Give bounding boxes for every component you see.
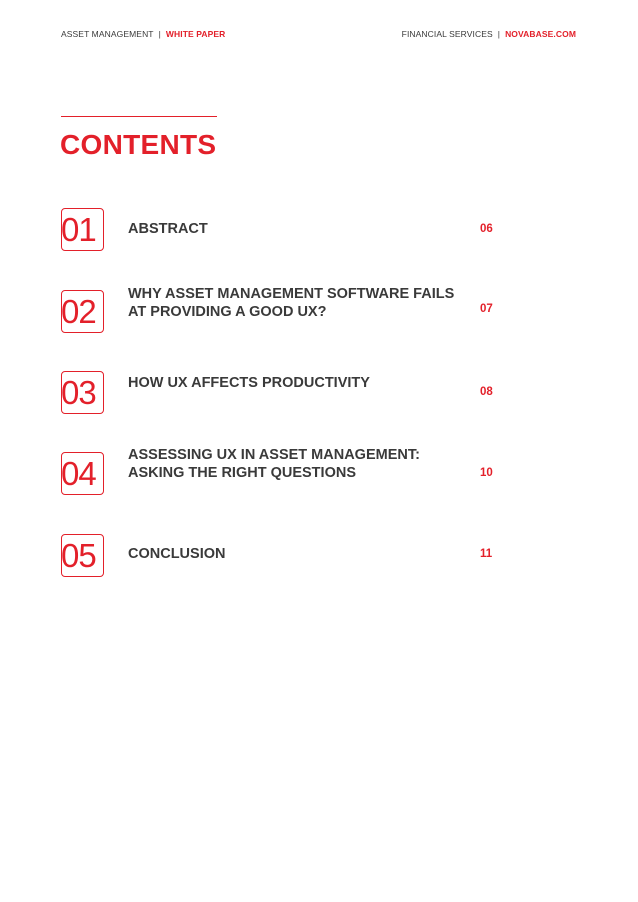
toc-entry-title-line: AT PROVIDING A GOOD UX?	[128, 303, 327, 320]
toc-entry-page[interactable]: 11	[480, 548, 493, 560]
section-number: 03	[61, 374, 96, 411]
toc-entry-page[interactable]: 07	[480, 303, 493, 315]
toc-entry-title[interactable]	[128, 221, 468, 239]
header-right	[402, 29, 576, 39]
toc-entry-page[interactable]: 08	[480, 386, 493, 398]
header-separator: |	[497, 29, 501, 39]
header-section-label: ASSET MANAGEMENT	[61, 29, 154, 39]
toc-entry-title-line: WHY ASSET MANAGEMENT SOFTWARE FAILS	[128, 286, 455, 302]
toc-entry-title-line: CONCLUSION	[128, 546, 226, 562]
section-number: 02	[61, 293, 96, 330]
toc-entry-title[interactable]	[128, 286, 468, 321]
header-industry-label: FINANCIAL SERVICES	[401, 29, 493, 39]
toc-entry-title[interactable]	[128, 375, 468, 393]
section-number: 04	[61, 455, 96, 492]
toc-entry-title-line: HOW UX AFFECTS PRODUCTIVITY	[128, 375, 370, 391]
section-number: 05	[61, 537, 96, 574]
title-rule	[61, 116, 217, 117]
toc-entry-title[interactable]	[128, 546, 468, 564]
header-left	[61, 29, 225, 39]
header-doc-type: WHITE PAPER	[165, 29, 226, 39]
toc-entry-page[interactable]: 10	[480, 467, 493, 479]
toc-entry-title-line: ASKING THE RIGHT QUESTIONS	[128, 464, 356, 481]
section-number: 01	[61, 211, 96, 248]
header-website-link[interactable]: NOVABASE.COM	[505, 29, 576, 39]
toc-entry-title[interactable]	[128, 447, 468, 482]
toc-entry-title-line: ASSESSING UX IN ASSET MANAGEMENT:	[128, 447, 420, 463]
header-separator: |	[158, 29, 161, 39]
toc-entry-title-line: ABSTRACT	[128, 221, 208, 237]
page-title: CONTENTS	[60, 129, 217, 160]
toc-entry-page[interactable]: 06	[480, 223, 493, 235]
